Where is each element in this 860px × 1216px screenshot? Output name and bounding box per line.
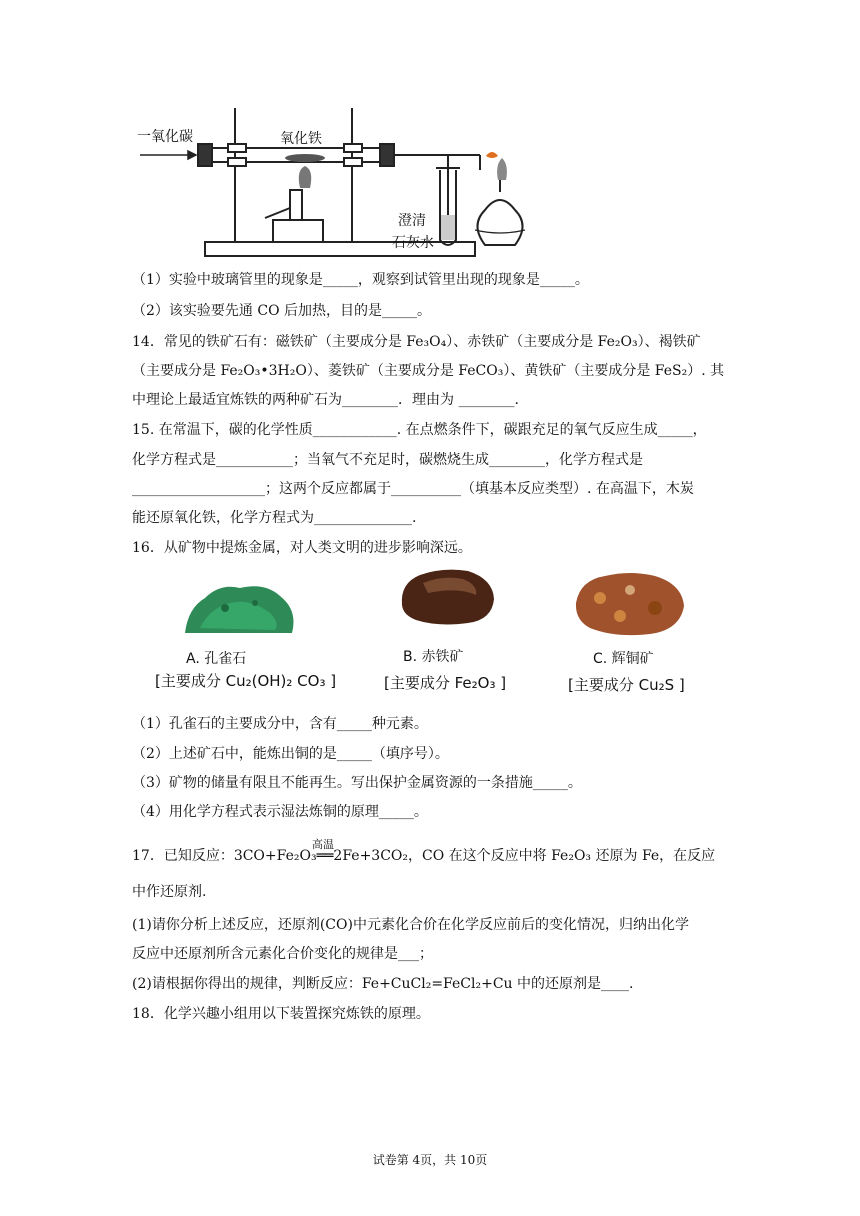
ore-a-formula: [主要成分 Cu₂(OH)₂ CO₃ ] <box>155 672 337 690</box>
ore-c-formula: [主要成分 Cu₂S ] <box>568 676 685 694</box>
q16-part2: （2）上述矿石中，能炼出铜的是_____（填序号）。 <box>132 746 449 762</box>
ore-b-name: B. 赤铁矿 <box>403 649 464 665</box>
q14-line2: （主要成分是 Fe₂O₃•3H₂O）、菱铁矿（主要成分是 FeCO₃）、黄铁矿（主要成分是 FeS₂）. 其 <box>132 363 725 379</box>
q16-stem: 16．从矿物中提炼金属，对人类文明的进步影响深远。 <box>132 540 472 556</box>
q16-part3: （3）矿物的储量有限且不能再生。写出保护金属资源的一条措施_____。 <box>132 775 582 791</box>
q15-line4: 能还原氧化铁，化学方程式为______________. <box>132 510 417 526</box>
q14-line3: 中理论上最适宜炼铁的两种矿石为________．理由为 ________. <box>132 392 519 408</box>
ore-a-name: A. 孔雀石 <box>186 651 247 667</box>
hematite-image <box>398 565 498 627</box>
ore-b-formula: [主要成分 Fe₂O₃ ] <box>384 674 507 692</box>
q13-part2: （2）该实验要先通 CO 后加热，目的是_____。 <box>132 303 431 319</box>
q15-line2: 化学方程式是___________；当氧气不充足时，碳燃烧生成________，化学方程式是 <box>132 452 643 468</box>
chalcocite-image <box>570 568 690 638</box>
q17-line3: (1)请你分析上述反应，还原剂(CO)中元素化合价在化学反应前后的变化情况，归纳出化学 <box>132 917 689 933</box>
q13-part1: （1）实验中玻璃管里的现象是_____，观察到试管里出现的现象是_____。 <box>132 272 589 288</box>
malachite-image <box>180 578 300 636</box>
page-footer: 试卷第 4页，共 10页 <box>372 1153 488 1167</box>
q17-condition: 高温 <box>312 838 334 851</box>
apparatus-drawing <box>130 100 550 265</box>
q17-line2: 中作还原剂. <box>132 884 207 900</box>
q18-stem: 18．化学兴趣小组用以下装置探究炼铁的原理。 <box>132 1006 430 1022</box>
label-limewater-1: 澄清 <box>398 213 426 229</box>
label-iron-oxide: 氧化铁 <box>280 131 322 147</box>
q17-line1: 17．已知反应：3CO+Fe₂O₃══2Fe+3CO₂，CO 在这个反应中将 Fe₂O₃ 还原为 Fe，在反应 <box>132 848 716 864</box>
label-limewater-2: 石灰水 <box>392 235 434 251</box>
q16-part1: （1）孔雀石的主要成分中，含有_____种元素。 <box>132 716 428 732</box>
apparatus-figure <box>130 100 550 265</box>
q16-part4: （4）用化学方程式表示湿法炼铜的原理_____。 <box>132 804 428 820</box>
q15-line1: 15. 在常温下，碳的化学性质____________. 在点燃条件下，碳跟充足的氧气反应生成_____， <box>132 422 707 438</box>
q17-line5: (2)请根据你得出的规律，判断反应：Fe+CuCl₂=FeCl₂+Cu 中的还原剂是____. <box>132 976 634 992</box>
label-co: 一氧化碳 <box>137 129 193 145</box>
ore-c-name: C. 辉铜矿 <box>593 651 654 667</box>
q17-line4: 反应中还原剂所含元素化合价变化的规律是___； <box>132 946 433 962</box>
q15-line3: ___________________；这两个反应都属于__________（填基本反应类型）. 在高温下，木炭 <box>132 481 694 497</box>
q14-line1: 14．常见的铁矿石有：磁铁矿（主要成分是 Fe₃O₄）、赤铁矿（主要成分是 Fe₂O₃）、褐铁矿 <box>132 334 701 350</box>
